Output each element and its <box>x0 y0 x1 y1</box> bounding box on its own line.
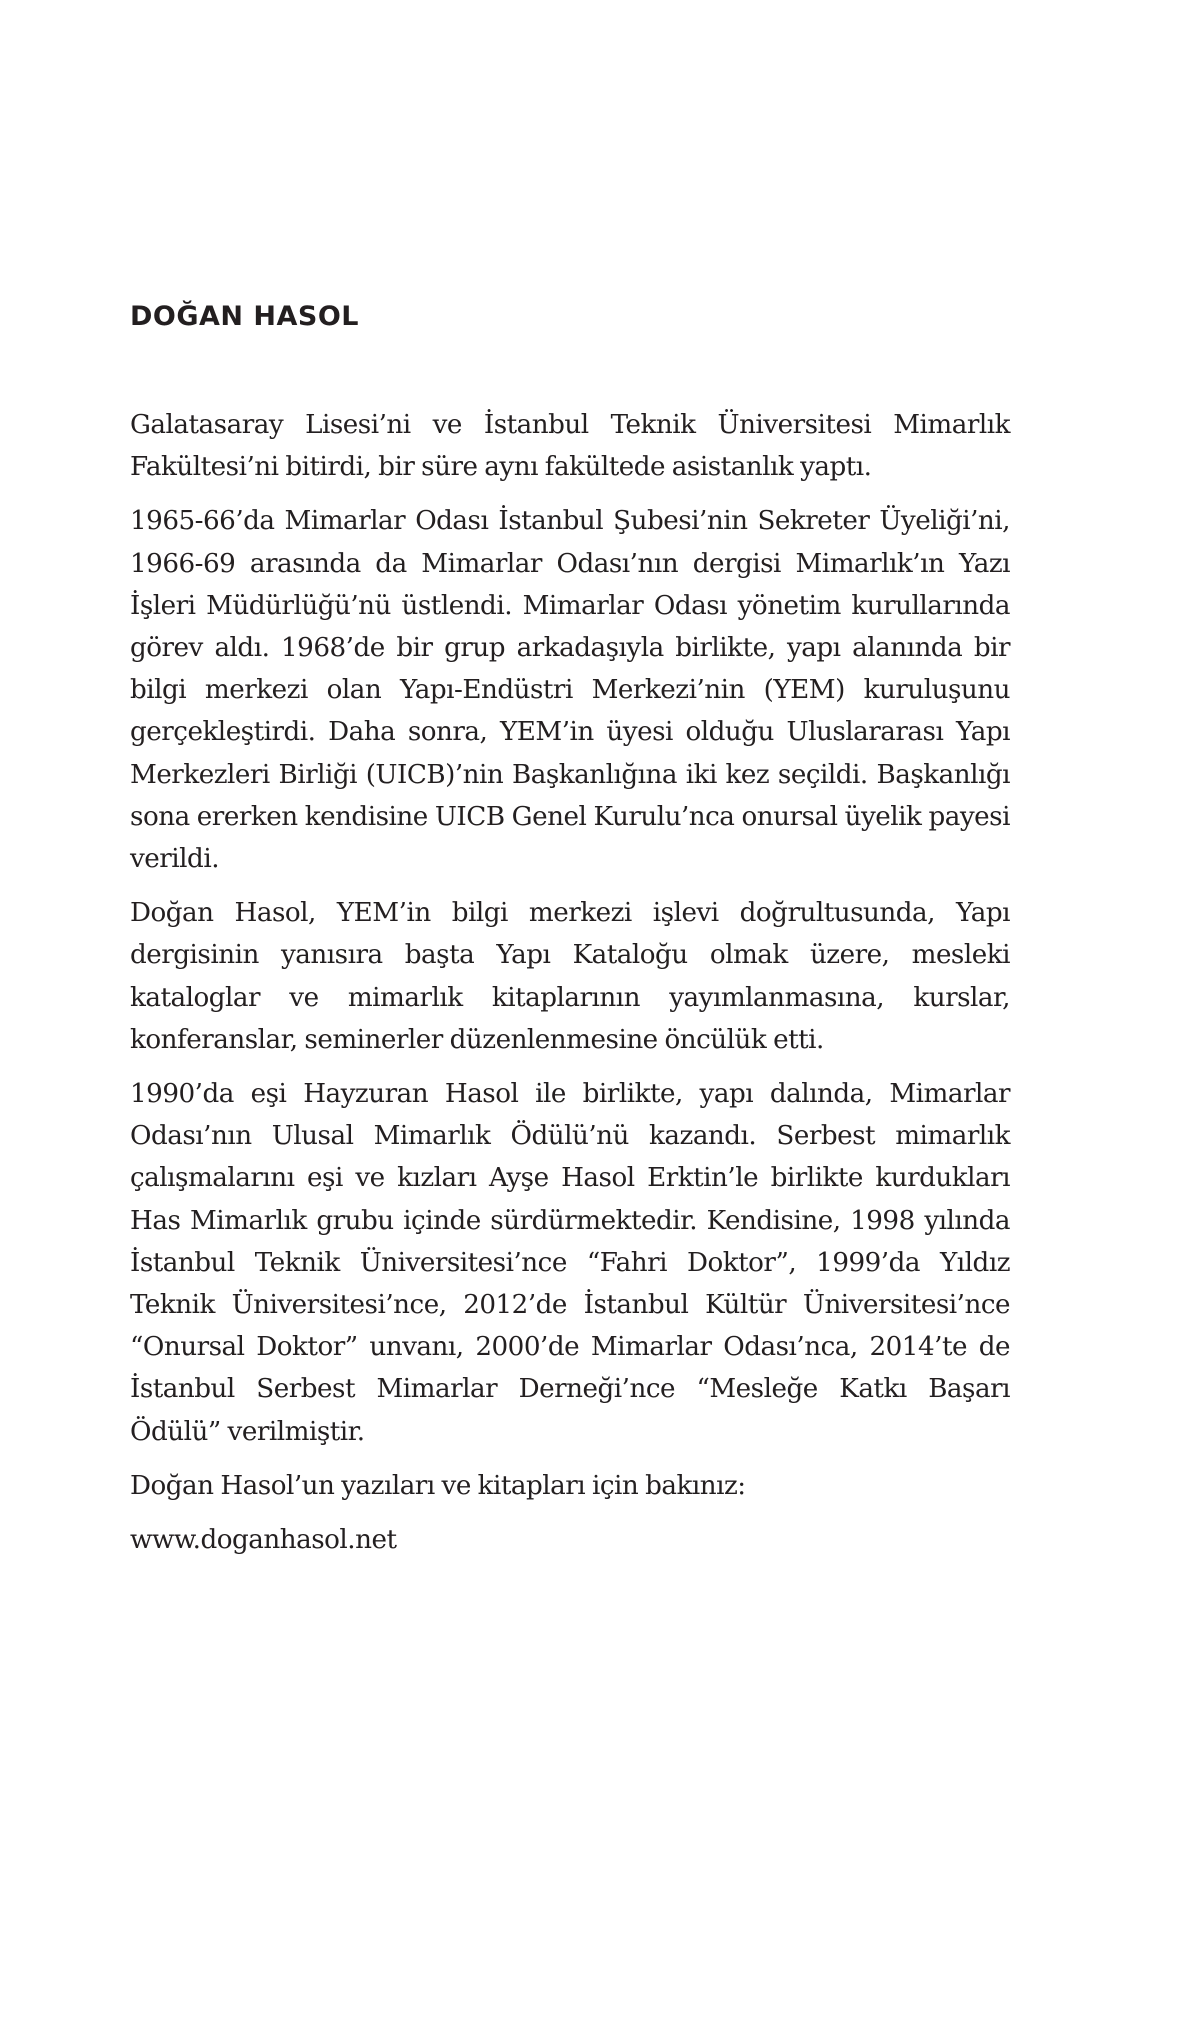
website-url: www.doganhasol.net <box>130 1525 397 1556</box>
bio-paragraph-yem: Doğan Hasol, YEM’in bilgi merkezi işlevi doğrultusunda, Yapı dergisinin yanısıra başta Yapı Kataloğu olmak üzere, mesleki kataloglar ve mimarlık kitaplarının yayımlanmasına, kurslar, konferanslar, seminerler düzenlenmesine öncülük etti. <box>130 898 1010 1055</box>
biography-text <box>130 404 1010 1573</box>
bio-paragraph-references: Doğan Hasol’un yazıları ve kitapları için bakınız: <box>130 1470 746 1501</box>
bio-paragraph-career: 1965-66’da Mimarlar Odası İstanbul Şubesi’nin Sekreter Üyeliği’ni, 1966-69 arasında da Mimarlar Odası’nın dergisi Mimarlık’ın Yazı İşleri Müdürlüğü’nü üstlendi. Mimarlar Odası yönetim kurullarında görev aldı. 1968’de bir grup arkadaşıyla birlikte, yapı alanında bir bilgi merkezi olan Yapı-Endüstri Merkezi’nin (YEM) kuruluşunu gerçekleştirdi. Daha sonra, YEM’in üyesi olduğu Uluslararası Yapı Merkezleri Birliği (UICB)’nin Başkanlığına iki kez seçildi. Başkanlığı sona ererken kendisine UICB Genel Kurulu’nca onursal üyelik payesi verildi. <box>130 506 1010 875</box>
author-name-heading: DOĞAN HASOL <box>130 301 360 332</box>
bio-paragraph-awards: 1990’da eşi Hayzuran Hasol ile birlikte, yapı dalında, Mimarlar Odası’nın Ulusal Mimarlık Ödülü’nü kazandı. Serbest mimarlık çalışmalarını eşi ve kızları Ayşe Hasol Erktin’le birlikte kurdukları Has Mimarlık grubu içinde sürdürmektedir. Kendisine, 1998 yılında İstanbul Teknik Üniversitesi’nce “Fahri Doktor”, 1999’da Yıldız Teknik Üniversitesi’nce, 2012’de İstanbul Kültür Üniversitesi’nce “Onursal Doktor” unvanı, 2000’de Mimarlar Odası’nca, 2014’te de İstanbul Serbest Mimarlar Derneği’nce “Mesleğe Katkı Başarı Ödülü” verilmiştir. <box>130 1079 1010 1447</box>
website-text <box>130 1519 1010 1561</box>
bio-paragraph-education: Galatasaray Lisesi’ni ve İstanbul Teknik Üniversitesi Mimarlık Fakültesi’ni bitirdi, bir süre aynı fakültede asistanlık yaptı. <box>130 410 1010 483</box>
